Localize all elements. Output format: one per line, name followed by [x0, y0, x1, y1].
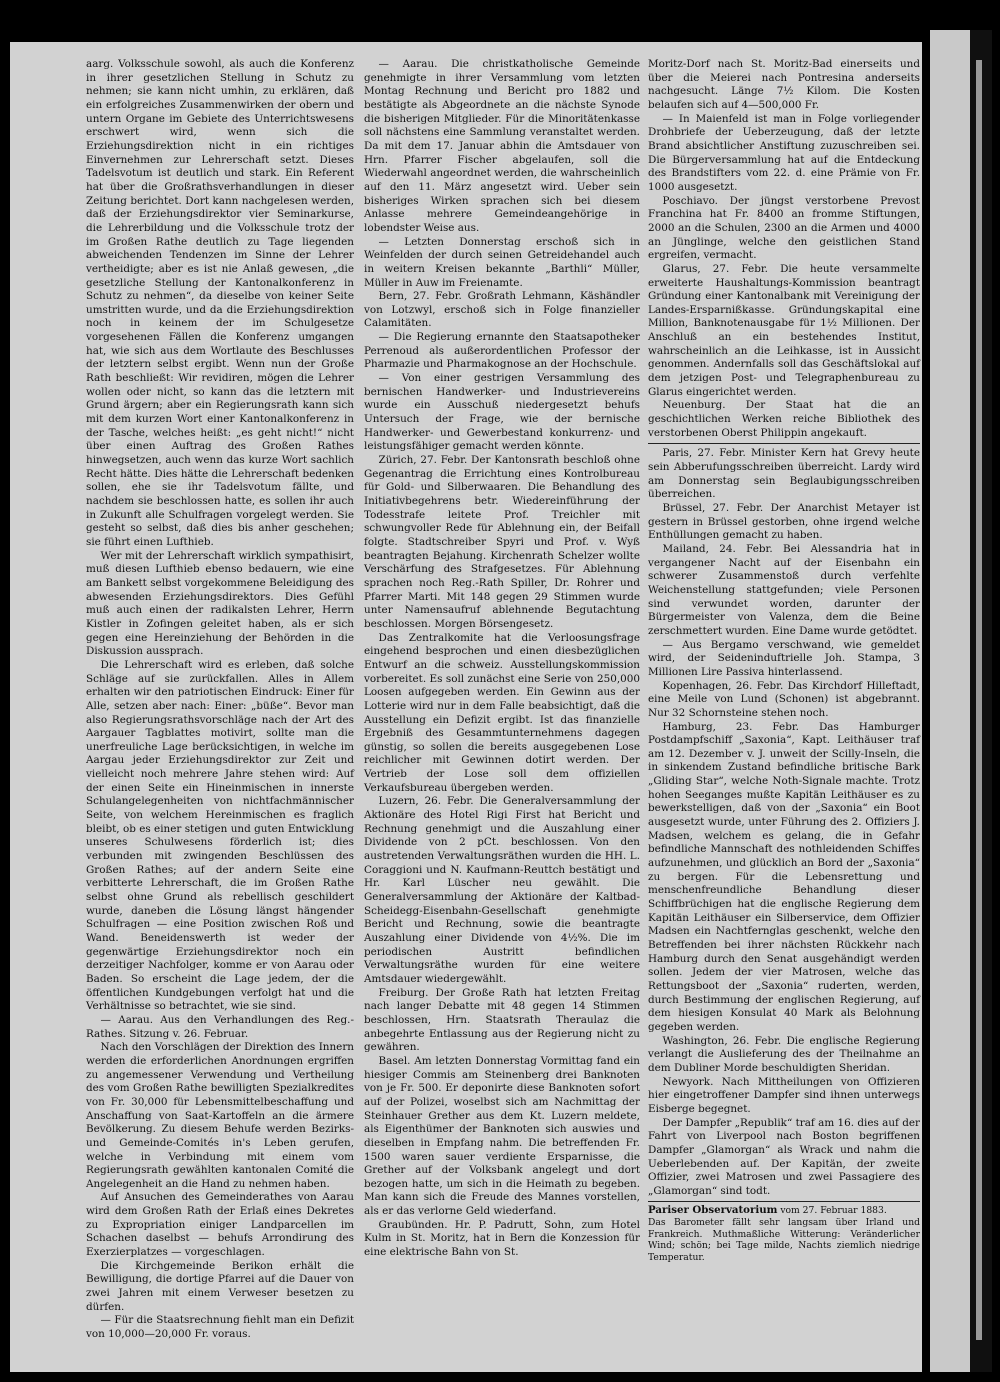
- page-edge-shadow: [976, 60, 982, 1340]
- article-paragraph: Die Lehrerschaft wird es erleben, daß solche Schläge auf sie zurückfallen. Alles in Allem erhalten wir den patriotischen Eindruck: Einer für Alle, setzen aber nach: Einer: „büße“. Bevor man also Regierungsrathsvorschläge nach der Art des Aargauer Tagblattes motivirt, sollte man die unerfreuliche Lage berücksichtigen, in welche im Aargau jeder Erziehungsdirektor zur Zeit und vielleicht noch mehrere Jahre stehen wird: Auf der einen Seite ein Hineinmischen in innerste Schulangelegenheiten von nichtfachmännischer Seite, von welchem Hereinmischen es fraglich bleibt, ob es einer stetigen und guten Entwicklung unseres Schulwesens förderlich ist; dies verbunden mit zwingenden Beschlüssen des Großen Rathes; auf der andern Seite eine verbitterte Lehrerschaft, die im Großen Rathe selbst ohne Grund als rebellisch geschildert wurde, daneben die Lösung längst hängender Schulfragen — eine Position zwischen Roß und Wand. Beneidenswerth ist weder der gegenwärtige Erziehungsdirektor noch ein derzeitiger Nachfolger, komme er von Aarau oder Baden. So erscheint die Lage jedem, der die öffentlichen Kundgebungen verfolgt hat und die Verhältnisse so betrachtet, wie sie sind.: [86, 658, 354, 1013]
- article-paragraph: Zürich, 27. Febr. Der Kantonsrath beschloß ohne Gegenantrag die Errichtung eines Kontrolbureau für Gold- und Silberwaaren. Die Behandlung des Initiativbegehrens betr. Wiedereinführung der Todesstrafe leitete Prof. Treichler mit schwungvoller Rede für Ablehnung ein, der Beifall folgte. Stadtschreiber Spyri und Prof. v. Wyß beantragten Bejahung. Kirchenrath Schelzer wollte Verschärfung des Strafgesetzes. Für Ablehnung sprachen noch Reg.-Rath Spiller, Dr. Rohrer und Pfarrer Marti. Mit 148 gegen 29 Stimmen wurde unter Namensaufruf ablehnende Begutachtung beschlossen. Morgen Börsengesetz.: [364, 454, 640, 630]
- article-paragraph: Moritz-Dorf nach St. Moritz-Bad einerseits und über die Meierei nach Pontresina anderseits nachgesucht. Länge 7½ Kilom. Die Kosten belaufen sich auf 4—500,000 Fr.: [648, 58, 920, 111]
- weather-date: vom 27. Februar 1883.: [780, 1205, 887, 1217]
- article-paragraph: Glarus, 27. Febr. Die heute versammelte erweiterte Haushaltungs-Kommission beantragt Gründung einer Kantonalbank mit Vereinigung der Landes-Ersparnißkasse. Gründungskapital eine Million, Banknotenausgabe für 1½ Millionen. Der Anschluß an ein bestehendes Institut, wahrscheinlich an die Leihkasse, ist in Aussicht genommen. Andernfalls soll das Geschäftslokal auf dem jetzigen Post- und Telegraphenbureau zu Glarus eingerichtet werden.: [648, 262, 920, 398]
- article-paragraph: aarg. Volksschule sowohl, als auch die Konferenz in ihrer gesetzlichen Stellung in Schutz zu nehmen; sie kann nicht umhin, zu erklären, daß ein erfolgreiches Zusammenwirken der obern und untern Organe im Gebiete des Unterrichtswesens erschwert wird, wenn sich die Erziehungsdirektion nicht in ein richtiges Einvernehmen zur Lehrerschaft setzt. Dieses Tadelsvotum ist deutlich und stark. Ein Referent hat über die Großrathsverhandlungen in dieser Zeitung berichtet. Dort kann nachgelesen werden, daß der Erziehungsdirektor vier Seminarkurse, die Lehrerbildung und die Volksschule trotz der im Großen Rathe deutlich zu Tage liegenden abweichenden Tendenzen im Sinne der Lehrer vertheidigte; aber es ist nie Anlaß gewesen, „die gesetzliche Stellung der Kantonalkonferenz in Schutz zu nehmen“, da dieselbe von keiner Seite umstritten wurde, und da die Erziehungsdirektion noch in keinem der im Schulgesetze vorgesehenen Fällen die Konferenz umgangen hat, wie sich aus dem Wortlaute des Beschlusses der letztern selbst ergibt. Wenn nun der Große Rath beschließt: Wir revidiren, mögen die Lehrer wollen oder nicht, so kann das die letztern mit Grund ärgern; aber ein Regierungsrath kann sich mit dem kurzen Wort einer Kantonalkonferenz in der Tasche, welches heißt: „es geht nicht!“ nicht über einen Auftrag des Großen Rathes hinwegsetzen, auch wenn das kurze Wort sachlich Recht hätte. Dies hätte die Lehrerschaft bedenken sollen, ehe sie ihr Tadelsvotum fällte, und nachdem sie beschlossen hatte, es sollen ihr auch in Zukunft alle Schulfragen vorgelegt werden. Sie gesteht so selbst, daß dies bis anher geschehen; sie führt einen Lufthieb.: [86, 58, 354, 548]
- section-divider: [648, 443, 920, 444]
- article-paragraph: Brüssel, 27. Febr. Der Anarchist Metayer ist gestern in Brüssel gestorben, ohne irgend welche Enthüllungen gemacht zu haben.: [648, 502, 920, 542]
- article-paragraph: — In Maienfeld ist man in Folge vorliegender Drohbriefe der Ueberzeugung, daß der letzte Brand absichtlicher Anstiftung zuzuschreiben sei. Die Bürgerversammlung hat auf die Entdeckung des Brandstifters vom 22. d. eine Prämie von Fr. 1000 ausgesetzt.: [648, 112, 920, 193]
- weather-report: [648, 1205, 920, 1263]
- weather-text: Das Barometer fällt sehr langsam über Irland und Frankreich. Muthmaßliche Witterung: Veränderlicher Wind; schön; bei Tage milde, Nachts ziemlich niedrige Temperatur.: [648, 1217, 920, 1263]
- article-paragraph: Basel. Am letzten Donnerstag Vormittag fand ein hiesiger Commis am Steinenberg drei Banknoten von je Fr. 500. Er deponirte diese Banknoten sofort auf der Polizei, woselbst sich am Nachmittag der Steinhauer Grether aus dem Kt. Luzern meldete, als Eigenthümer der Banknoten sich auswies und dieselben in Empfang nahm. Die betreffenden Fr. 1500 waren sauer verdiente Ersparnisse, die Grether auf der Volksbank angelegt und dort bezogen hatte, um sich in die Heimath zu begeben. Man kann sich die Freude des Mannes vorstellen, als er das verlorne Geld wiederfand.: [364, 1054, 640, 1218]
- article-paragraph: — Aarau. Aus den Verhandlungen des Reg.-Rathes. Sitzung v. 26. Februar.: [86, 1013, 354, 1040]
- article-paragraph: Poschiavo. Der jüngst verstorbene Prevost Franchina hat Fr. 8400 an fromme Stiftungen, 2000 an die Schulen, 2300 an die Armen und 4000 an Jünglinge, welche den geistlichen Stand ergreifen, vermacht.: [648, 194, 920, 262]
- article-paragraph: — Letzten Donnerstag erschoß sich in Weinfelden der durch seinen Getreidehandel auch in weitern Kreisen bekannte „Barthli“ Müller, Müller in Auw im Freienamte.: [364, 235, 640, 289]
- article-paragraph: Neuenburg. Der Staat hat die an geschichtlichen Werken reiche Bibliothek des verstorbenen Oberst Philippin angekauft.: [648, 399, 920, 439]
- column-2: [364, 58, 640, 1260]
- article-paragraph: Das Zentralkomite hat die Verloosungsfrage eingehend besprochen und einen diesbezüglichen Entwurf an die schweiz. Ausstellungskommission vorbereitet. Es soll zunächst eine Serie von 250,000 Loosen aufgegeben werden. Ein Gewinn aus der Lotterie wird nur in dem Falle beabsichtigt, daß die Ausstellung ein Defizit ergibt. Ist das finanzielle Ergebniß des Gesammtunternehmens dagegen günstig, so sollen die bereits ausgegebenen Lose reichlicher mit Gewinnen dotirt werden. Der Vertrieb der Lose soll dem offiziellen Verkaufsbureau übergeben werden.: [364, 631, 640, 794]
- article-paragraph: Paris, 27. Febr. Minister Kern hat Grevy heute sein Abberufungsschreiben überreicht. Lardy wird am Donnerstag sein Beglaubigungsschreiben überreichen.: [648, 447, 920, 501]
- column-1: [86, 58, 354, 1342]
- article-paragraph: — Die Regierung ernannte den Staatsapotheker Perrenoud als außerordentlichen Professor der Pharmazie und Pharmakognose an der Hochschule.: [364, 331, 640, 371]
- weather-heading: Pariser Observatorium: [648, 1204, 778, 1217]
- article-paragraph: — Für die Staatsrechnung fiehlt man ein Defizit von 10,000—20,000 Fr. voraus.: [86, 1314, 354, 1341]
- section-divider: [648, 1201, 920, 1202]
- article-paragraph: Luzern, 26. Febr. Die Generalversammlung der Aktionäre des Hotel Rigi First hat Bericht und Rechnung genehmigt und die Auszahlung einer Dividende von 2 pCt. beschlossen. Von den austretenden Verwaltungsräthen wurden die HH. L. Coraggioni und N. Kaufmann-Reuttch bestätigt und Hr. Karl Lüscher neu gewählt. Die Generalversammlung der Aktionäre der Kaltbad-Scheidegg-Eisenbahn-Gesellschaft genehmigte Bericht und Rechnung, sowie die beantragte Auszahlung einer Dividende von 4½%. Die im periodischen Austritt befindlichen Verwaltungsräthe wurden für eine weitere Amtsdauer wiedergewählt.: [364, 795, 640, 985]
- article-paragraph: Washington, 26. Febr. Die englische Regierung verlangt die Auslieferung des der Theilnahme an dem Dubliner Morde beschuldigten Sheridan.: [648, 1034, 920, 1074]
- article-paragraph: Graubünden. Hr. P. Padrutt, Sohn, zum Hotel Kulm in St. Moritz, hat in Bern die Konzession für eine elektrische Bahn von St.: [364, 1218, 640, 1259]
- article-paragraph: Mailand, 24. Febr. Bei Alessandria hat in vergangener Nacht auf der Eisenbahn ein schwerer Zusammenstoß durch verfehlte Weichenstellung stattgefunden; viele Personen sind verwundet worden, darunter der Bürgermeister von Valenza, dem die Beine zerschmettert wurden. Eine Dame wurde getödtet.: [648, 542, 920, 637]
- article-paragraph: Nach den Vorschlägen der Direktion des Innern werden die erforderlichen Anordnungen ergriffen zu angemessener Verwendung und Vertheilung des vom Großen Rathe bewilligten Spezialkredites von Fr. 30,000 für Lebensmittelbeschaffung und Anschaffung von Saat-Kartoffeln an die ärmere Bevölkerung. Zu diesem Behufe werden Bezirks- und Gemeinde-Comités in's Leben gerufen, welche in Verbindung mit einem vom Regierungsrath gewählten kantonalen Comité die Angelegenheit an die Hand zu nehmen haben.: [86, 1041, 354, 1190]
- column-3: [648, 58, 920, 1263]
- article-paragraph: Newyork. Nach Mittheilungen von Offizieren hier eingetroffener Dampfer sind ihnen unterwegs Eisberge begegnet.: [648, 1075, 920, 1115]
- article-paragraph: — Aarau. Die christkatholische Gemeinde genehmigte in ihrer Versammlung vom letzten Montag Rechnung und Bericht pro 1882 und bestätigte als Abgeordnete an die nächste Synode die bisherigen Mitglieder. Für die Minoritätenkasse soll nächstens eine Sammlung veranstaltet werden. Da mit dem 17. Januar abhin die Amtsdauer von Hrn. Pfarrer Fischer abgelaufen, soll die Wiederwahl angeordnet werden, die wahrscheinlich auf den 11. März angesetzt wird. Ueber sein bisheriges Wirken sprachen sich bei diesem Anlasse mehrere Gemeindeangehörige in lobendster Weise aus.: [364, 58, 640, 234]
- article-paragraph: Freiburg. Der Große Rath hat letzten Freitag nach langer Debatte mit 48 gegen 14 Stimmen beschlossen, Hrn. Staatsrath Theraulaz die anbegehrte Entlassung aus der Regierung nicht zu gewähren.: [364, 986, 640, 1054]
- article-paragraph: Wer mit der Lehrerschaft wirklich sympathisirt, muß diesen Lufthieb ebenso bedauern, wie eine am Bankett selbst vorgekommene Beleidigung des abwesenden Erziehungsdirektors. Dies Gefühl muß auch einen der radikalsten Lehrer, Herrn Kistler in Zofingen geleitet haben, als er sich gegen eine Hereinziehung der Behörden in die Diskussion aussprach.: [86, 549, 354, 658]
- page-edge: [930, 30, 970, 1372]
- article-paragraph: Die Kirchgemeinde Berikon erhält die Bewilligung, die dortige Pfarrei auf die Dauer von zwei Jahren mit einem Verweser besetzen zu dürfen.: [86, 1259, 354, 1313]
- article-paragraph: Kopenhagen, 26. Febr. Das Kirchdorf Hilleftadt, eine Meile von Lund (Schonen) ist abgebrannt. Nur 32 Schornsteine stehen noch.: [648, 679, 920, 719]
- article-paragraph: — Aus Bergamo verschwand, wie gemeldet wird, der Seideninduftrielle Joh. Stampa, 3 Millionen Lire Passiva hinterlassend.: [648, 638, 920, 678]
- article-paragraph: — Von einer gestrigen Versammlung des bernischen Handwerker- und Industrievereins wurde ein Ausschuß niedergesetzt behufs Untersuch der Frage, wie der bernische Handwerker- und Gewerbestand konkurrenz- und leistungsfähiger gemacht werden könnte.: [364, 372, 640, 453]
- article-paragraph: Hamburg, 23. Febr. Das Hamburger Postdampfschiff „Saxonia“, Kapt. Leithäuser traf am 12. Dezember v. J. unweit der Scilly-Inseln, die in sinkendem Zustand befindliche britische Bark „Gliding Star“, welche Noth-Signale machte. Trotz hohen Seeganges mußte Kapitän Leithäuser es zu bewerkstelligen, daß von der „Saxonia“ ein Boot ausgesetzt wurde, unter Führung des 2. Offiziers J. Madsen, welchem es gelang, die in Gefahr befindliche Mannschaft des nothleidenden Schiffes aufzunehmen, und glücklich an Bord der „Saxonia“ zu bergen. Für die Lebensrettung und menschenfreundliche Behandlung dieser Schiffbrüchigen hat die englische Regierung dem Kapitän Leithäuser ein Silberservice, dem Offizier Madsen ein Nachtfernglas geschenkt, welche den Betreffenden bei ihrer nächsten Rückkehr nach Hamburg durch den Senat ausgehändigt werden sollen. Jedem der vier Matrosen, welche das Rettungsboot der „Saxonia“ ruderten, werden, durch Bestimmung der englischen Regierung, auf dem hiesigen Konsulat 40 Mark als Belohnung gegeben werden.: [648, 720, 920, 1033]
- article-paragraph: Bern, 27. Febr. Großrath Lehmann, Käshändler von Lotzwyl, erschoß sich in Folge finanzieller Calamitäten.: [364, 290, 640, 330]
- article-paragraph: Auf Ansuchen des Gemeinderathes von Aarau wird dem Großen Rath der Erlaß eines Dekretes zu Expropriation einiger Landparcellen im Schachen daselbst — behufs Arrondirung des Exerzierplatzes — vorgeschlagen.: [86, 1191, 354, 1259]
- article-paragraph: Der Dampfer „Republik“ traf am 16. dies auf der Fahrt von Liverpool nach Boston begriffenen Dampfer „Glamorgan“ als Wrack und nahm die Ueberlebenden auf. Der Kapitän, der zweite Offizier, zwei Matrosen und zwei Passagiere des „Glamorgan“ sind todt.: [648, 1116, 920, 1197]
